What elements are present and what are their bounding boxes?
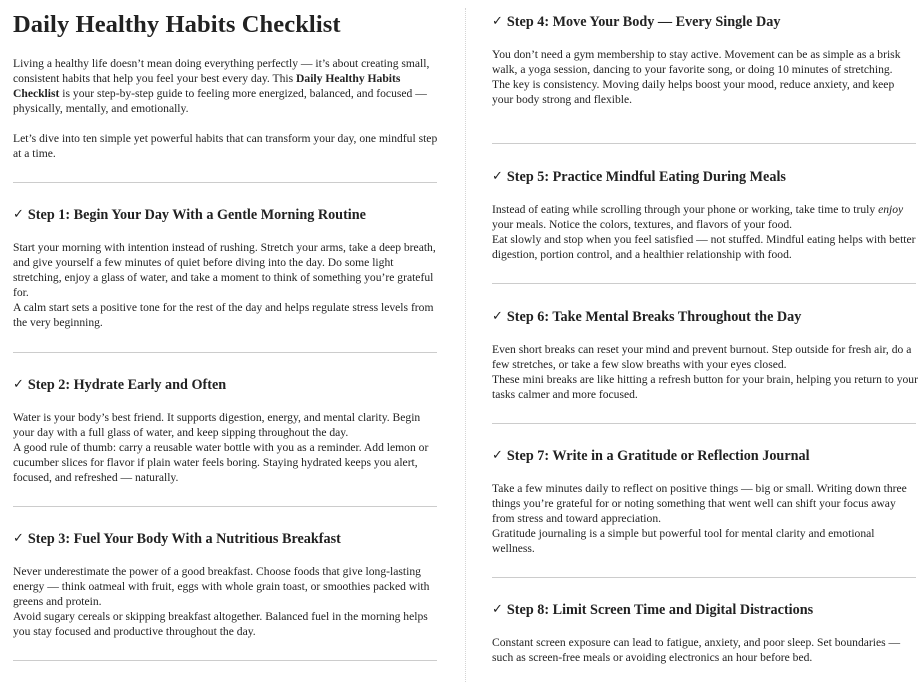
step-6-paragraph: Even short breaks can reset your mind and prevent burnout. Step outside for fresh air, do a few stretches, or take a few slow breaths with your eyes closed. [492, 343, 912, 371]
check-icon: ✓ [492, 309, 503, 324]
step-5-italic-word: enjoy [878, 203, 904, 216]
step-7-heading [492, 448, 810, 465]
check-icon: ✓ [13, 207, 24, 222]
intro-paragraph-2: Let’s dive into ten simple yet powerful habits that can transform your day, one mindful step at a time. [13, 132, 438, 160]
step-2-paragraph: A good rule of thumb: carry a reusable water bottle with you as a reminder. Add lemon or cucumber slices for flavor if plain water feels boring. Staying hydrated keeps you alert, focused, and refreshed — naturally. [13, 441, 429, 484]
step-1-paragraph: Start your morning with intention instead of rushing. Stretch your arms, take a deep breath, and give yourself a few minutes of quiet before diving into the day. Do some light stretching, enjoy a glass of water, and take a moment to think of something you’re grateful for. [13, 241, 436, 299]
step-1-heading [13, 207, 366, 224]
step-2-title: Step 2: Hydrate Early and Often [27, 377, 227, 393]
step-7-paragraph: Take a few minutes daily to reflect on positive things — big or small. Writing down three things you’re grateful for or noting something that went well can shift your focus away from stress and toward appreciation. [492, 482, 907, 525]
intro-paragraph [13, 56, 439, 116]
step-1-body [13, 240, 439, 330]
step-4-paragraph: The key is consistency. Moving daily helps boost your mood, reduce anxiety, and keep your body strong and flexible. [492, 78, 895, 106]
step-3-paragraph: Never underestimate the power of a good breakfast. Choose foods that give long-lasting energy — think oatmeal with fruit, eggs with whole grain toast, or smoothies packed with greens and protein. [13, 565, 430, 608]
divider [492, 577, 916, 578]
check-icon: ✓ [492, 448, 503, 463]
column-divider [465, 8, 466, 682]
step-6-body [492, 342, 918, 402]
step-5-body [492, 202, 918, 262]
step-7-paragraph: Gratitude journaling is a simple but powerful tool for mental clarity and emotional wellness. [492, 527, 875, 555]
step-6-heading [492, 309, 801, 326]
intro-text-after: is your step-by-step guide to feeling more energized, balanced, and focused — physically, mentally, and emotionally. [13, 87, 427, 115]
check-icon: ✓ [492, 169, 503, 184]
step-5-title: Step 5: Practice Mindful Eating During Meals [506, 169, 786, 185]
step-7-body [492, 481, 918, 556]
intro-text-before: Living a healthy life doesn’t mean doing everything perfectly — it’s about creating small, consistent habits that help you feel your best every day. This [13, 57, 430, 85]
check-icon: ✓ [13, 377, 24, 392]
step-3-body [13, 564, 439, 639]
step-1-paragraph: A calm start sets a positive tone for the rest of the day and helps regulate stress levels from the very beginning. [13, 301, 434, 329]
step-7-title: Step 7: Write in a Gratitude or Reflection Journal [506, 448, 810, 464]
step-8-heading [492, 602, 813, 619]
step-6-paragraph: These mini breaks are like hitting a refresh button for your brain, helping you return to your tasks calmer and more focused. [492, 373, 918, 401]
step-1-title: Step 1: Begin Your Day With a Gentle Morning Routine [27, 207, 366, 223]
step-2-heading [13, 377, 226, 394]
step-6-title: Step 6: Take Mental Breaks Throughout the Day [506, 309, 802, 325]
divider [492, 283, 916, 284]
divider [13, 352, 437, 353]
check-icon: ✓ [13, 531, 24, 546]
divider [13, 506, 437, 507]
step-8-title: Step 8: Limit Screen Time and Digital Distractions [506, 602, 814, 618]
step-3-heading [13, 531, 341, 548]
divider [13, 660, 437, 661]
left-column [13, 0, 437, 682]
divider [13, 182, 437, 183]
step-5-text-after: your meals. Notice the colors, textures, and flavors of your food. [492, 218, 793, 231]
page-title: Daily Healthy Habits Checklist [13, 11, 341, 38]
step-4-heading [492, 14, 780, 31]
step-2-body [13, 410, 439, 485]
divider [492, 143, 916, 144]
right-column [492, 0, 916, 682]
intro-bold-title: Daily Healthy Habits Checklist [13, 72, 401, 100]
step-5-text-before: Instead of eating while scrolling through your phone or working, take time to truly [492, 203, 879, 216]
step-2-paragraph: Water is your body’s best friend. It supports digestion, energy, and mental clarity. Begin your day with a full glass of water, and keep sipping throughout the day. [13, 411, 421, 439]
step-5-heading [492, 169, 786, 186]
step-8-body [492, 635, 918, 665]
check-icon: ✓ [492, 602, 503, 617]
check-icon: ✓ [492, 14, 503, 29]
step-4-paragraph: You don’t need a gym membership to stay active. Movement can be as simple as a brisk walk, a yoga session, dancing to your favorite song, or doing 10 minutes of stretching. [492, 48, 901, 76]
step-3-title: Step 3: Fuel Your Body With a Nutritious Breakfast [27, 531, 341, 547]
step-3-paragraph: Avoid sugary cereals or skipping breakfast altogether. Balanced fuel in the morning helps you stay focused and productive throughout the day. [13, 610, 428, 638]
step-4-body [492, 47, 918, 107]
divider [492, 423, 916, 424]
step-4-title: Step 4: Move Your Body — Every Single Day [506, 14, 781, 30]
step-8-paragraph: Constant screen exposure can lead to fatigue, anxiety, and poor sleep. Set boundaries — such as screen-free meals or avoiding electronics an hour before bed. [492, 636, 901, 664]
step-5-paragraph: Eat slowly and stop when you feel satisfied — not stuffed. Mindful eating helps with better digestion, portion control, and a healthier relationship with food. [492, 233, 916, 261]
